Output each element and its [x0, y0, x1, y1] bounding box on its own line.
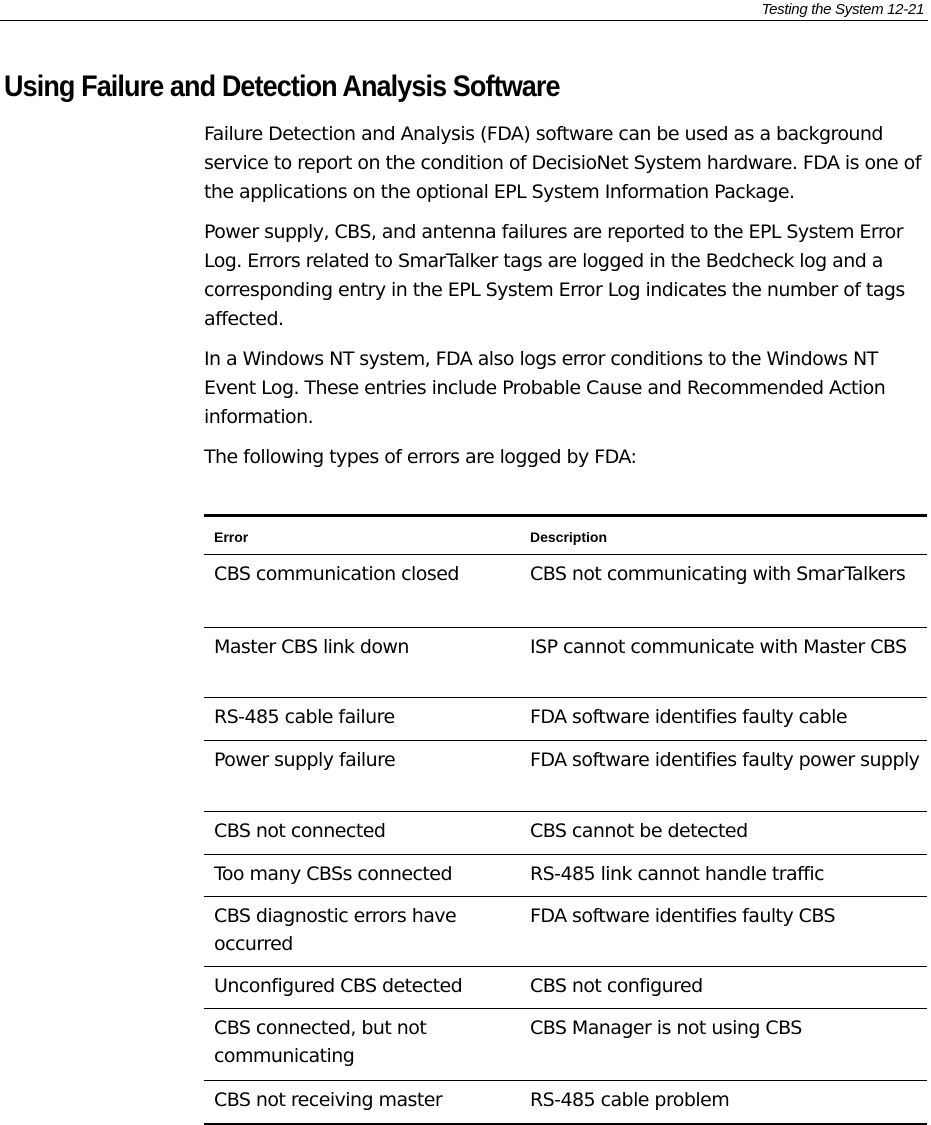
table-row [204, 741, 927, 812]
section-title: Using Failure and Detection Analysis Software [4, 70, 560, 103]
table-row [204, 555, 927, 628]
table-row [204, 897, 927, 967]
paragraph: Failure Detection and Analysis (FDA) software can be used as a background service to report on the condition of DecisioNet System hardware. FDA is one of the applications on the optional EPL System Information Package. [204, 123, 921, 203]
error-cell: Too many CBSs connected [214, 863, 452, 885]
error-cell: CBS not connected [214, 820, 386, 842]
error-cell: CBS communication closed [214, 563, 459, 585]
column-header-error: Error [214, 529, 249, 545]
table-row [204, 628, 927, 698]
table-row [204, 1081, 927, 1125]
column-header-description: Description [530, 529, 608, 545]
description-cell: CBS not configured [530, 975, 703, 997]
table-header-row [204, 517, 927, 555]
error-cell: RS-485 cable failure [214, 706, 395, 728]
error-cell: CBS connected, but not communicating [214, 1017, 427, 1067]
running-header-title: Testing the System 12-21 [761, 1, 924, 18]
error-cell: CBS diagnostic errors have occurred [214, 905, 457, 955]
table-row [204, 1009, 927, 1081]
description-cell: RS-485 link cannot handle traffic [530, 863, 825, 885]
description-cell: CBS Manager is not using CBS [530, 1017, 802, 1039]
description-cell: FDA software identifies faulty cable [530, 706, 847, 728]
paragraph: The following types of errors are logged by FDA: [204, 446, 637, 468]
description-cell: ISP cannot communicate with Master CBS [530, 636, 907, 658]
error-cell: CBS not receiving master [214, 1089, 443, 1111]
description-cell: FDA software identifies faulty CBS [530, 905, 836, 927]
description-cell: CBS cannot be detected [530, 820, 748, 842]
running-header [0, 0, 928, 21]
table-row [204, 812, 927, 855]
description-cell: CBS not communicating with SmarTalkers [530, 563, 906, 585]
table-row [204, 855, 927, 897]
description-cell: RS-485 cable problem [530, 1089, 730, 1111]
error-cell: Unconfigured CBS detected [214, 975, 463, 997]
error-cell: Power supply failure [214, 749, 396, 771]
description-cell: FDA software identifies faulty power supply [530, 749, 920, 771]
paragraph: In a Windows NT system, FDA also logs error conditions to the Windows NT Event Log. These entries include Probable Cause and Recommended Action information. [204, 348, 886, 428]
table-row [204, 967, 927, 1009]
paragraph: Power supply, CBS, and antenna failures are reported to the EPL System Error Log. Errors related to SmarTalker tags are logged in the Bedcheck log and a corresponding entry in the EPL System Error Log indicates the number of tags affected. [204, 221, 905, 330]
error-table [204, 514, 927, 1125]
table-row [204, 698, 927, 741]
body-text [204, 120, 924, 483]
error-cell: Master CBS link down [214, 636, 409, 658]
